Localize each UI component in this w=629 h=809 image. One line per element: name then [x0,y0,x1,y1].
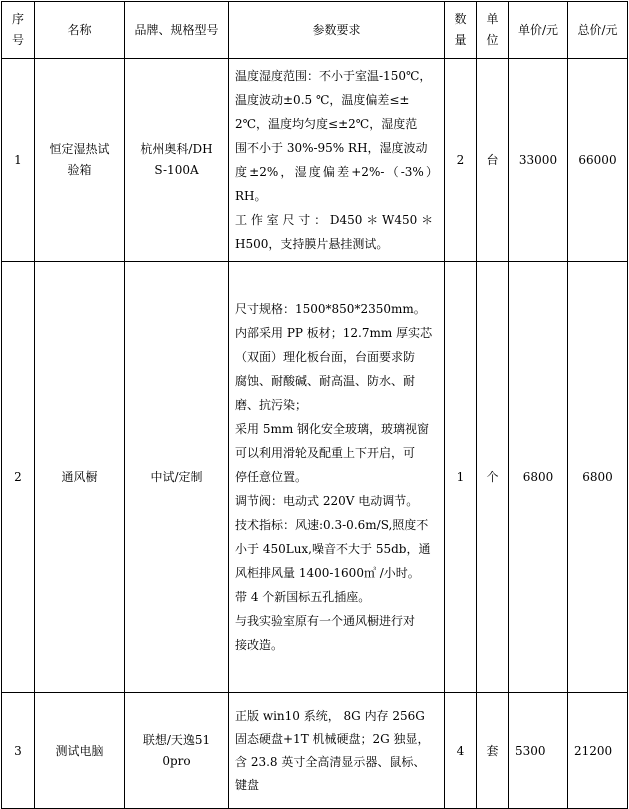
row-seq: 2 [2,262,35,693]
procurement-spec-table [1,1,628,809]
param-line: 与我实验室原有一个通风橱进行对 [235,614,416,628]
row-name: 恒定湿热试验箱 [35,59,125,262]
row-qty: 4 [445,693,477,809]
param-line: 接改造。 [235,638,284,652]
row-params [229,262,445,693]
header-brand: 品牌、规格型号 [125,2,229,59]
table-row [2,59,628,262]
header-total-price: 总价/元 [568,2,628,59]
row-unit-price: 33000 [509,59,568,262]
table-header-row [2,2,628,59]
table-row [2,693,628,809]
table-row [2,262,628,693]
row-unit-price: 6800 [509,262,568,693]
param-line: 2℃，温度均匀度≤±2℃，湿度范 [235,117,418,131]
param-line: 含 23.8 英寸全高清显示器、鼠标、 [235,754,426,769]
row-params [229,693,445,809]
param-line: 度±2%，湿度偏差+2%-（-3%）RH。 [235,165,438,203]
row-brand: 联想/天逸510pro [125,693,229,809]
param-line: 调节阀：电动式 220V 电动调节。 [235,494,419,508]
row-params [229,59,445,262]
header-unit: 单位 [477,2,509,59]
param-line: 温度湿度范围：不小于室温-150℃， [235,69,432,83]
row-unit: 套 [477,693,509,809]
row-seq: 1 [2,59,35,262]
row-brand: 中试/定制 [125,262,229,693]
row-name: 通风橱 [35,262,125,693]
param-line: 技术指标：风速:0.3-0.6m/S,照度不 [235,518,429,532]
row-qty: 1 [445,262,477,693]
row-brand: 杭州奥科/DHS-100A [125,59,229,262]
param-line: 固态硬盘+1T 机械硬盘；2G 独显， [235,731,430,746]
row-qty: 2 [445,59,477,262]
param-line: 围不小于 30%-95% RH，湿度波动 [235,141,428,155]
param-line: 内部采用 PP 板材；12.7mm 厚实芯 [235,326,433,340]
param-line: 可以利用滑轮及配重上下开启，可 [235,446,416,460]
row-unit-price: 5300 [509,693,568,809]
param-line: （双面）理化板台面，台面要求防 [235,350,416,364]
header-seq: 序号 [2,2,35,59]
param-line: 磨、抗污染； [235,398,308,412]
row-total-price: 6800 [568,262,628,693]
param-line: 温度波动±0.5 ℃，温度偏差≤± [235,93,410,107]
param-line: 正版 win10 系统， 8G 内存 256G [235,708,425,723]
row-total-price: 21200 [568,693,628,809]
header-params: 参数要求 [229,2,445,59]
param-line: 小于 450Lux,噪音不大于 55db，通 [235,542,431,556]
param-line: 采用 5mm 钢化安全玻璃，玻璃视窗 [235,422,430,436]
param-line: 带 4 个新国标五孔插座。 [235,590,371,604]
param-line: 腐蚀、耐酸碱、耐高温、防水、耐 [235,374,416,388]
param-line: 键盘 [235,777,260,792]
row-unit: 个 [477,262,509,693]
row-name: 测试电脑 [35,693,125,809]
param-line: H500，支持膜片悬挂测试。 [235,237,389,251]
row-seq: 3 [2,693,35,809]
param-line: 工 作 室 尺 寸 ： D450 ＊ W450 ＊ [235,213,434,227]
header-qty: 数量 [445,2,477,59]
row-total-price: 66000 [568,59,628,262]
param-line: 停任意位置。 [235,470,308,484]
row-unit: 台 [477,59,509,262]
param-line: 风柜排风量 1400-1600㎥ /小时。 [235,566,420,580]
param-line: 尺寸规格：1500*850*2350mm。 [235,302,426,316]
header-name: 名称 [35,2,125,59]
header-unit-price: 单价/元 [509,2,568,59]
